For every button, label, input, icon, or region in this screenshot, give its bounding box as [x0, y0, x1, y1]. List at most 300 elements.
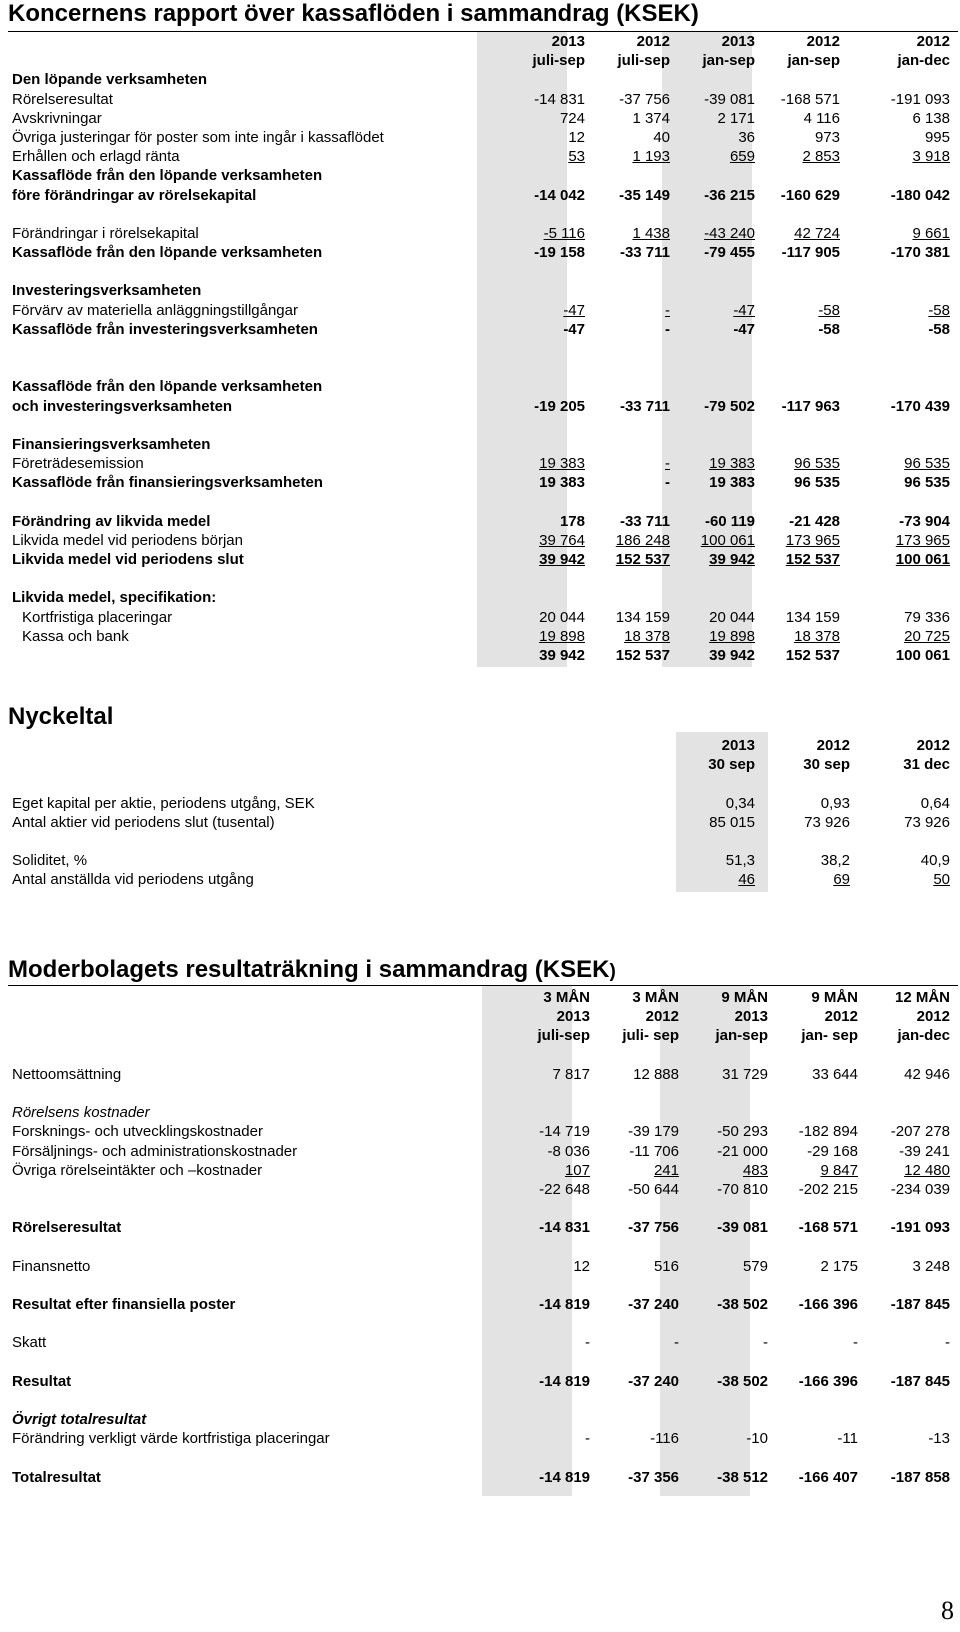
table-row — [0, 1084, 960, 1103]
cell-value: -191 093 — [890, 1219, 950, 1237]
cell-value: 1 374 — [632, 109, 670, 127]
table-row — [0, 109, 960, 128]
table-row — [0, 1218, 960, 1237]
table-header-row — [0, 988, 960, 1007]
cell-value: 6 138 — [912, 109, 950, 127]
keyfigures-title: Nyckeltal — [8, 703, 114, 730]
cell-value: 40 — [653, 128, 670, 146]
cell-value: -38 502 — [717, 1372, 768, 1390]
table-row — [0, 1410, 960, 1429]
cell-value: 69 — [833, 871, 850, 889]
row-label: Finansieringsverksamheten — [12, 435, 211, 453]
cell-value: 73 926 — [904, 813, 950, 831]
cell-value: 0,64 — [920, 794, 950, 812]
cell-value: -5 116 — [543, 224, 585, 242]
table-row — [0, 646, 960, 665]
cell-value: 0,34 — [725, 794, 755, 812]
table-row — [0, 550, 960, 569]
cell-value: -39 081 — [717, 1219, 768, 1237]
cell-value: -166 396 — [798, 1296, 858, 1313]
cell-value: -8 036 — [547, 1142, 590, 1160]
table-row — [0, 358, 960, 377]
cell-value: -170 381 — [890, 244, 950, 262]
cell-value: 19 383 — [539, 474, 585, 492]
cell-value: 31 729 — [722, 1065, 768, 1083]
row-label: Kassaflöde från den löpande verksamheten — [12, 378, 323, 396]
table-row — [0, 454, 960, 473]
cell-value: 483 — [742, 1161, 768, 1179]
cell-value: -191 093 — [890, 90, 950, 108]
cell-value: 241 — [653, 1161, 679, 1179]
cell-value: 39 764 — [539, 531, 585, 549]
cell-value: -21 428 — [789, 512, 840, 530]
column-header: 9 MÅN — [721, 989, 768, 1006]
table-row — [0, 416, 960, 435]
cell-value: 96 535 — [904, 455, 950, 473]
column-header: jan-dec — [897, 52, 950, 70]
column-header: 12 MÅN — [894, 989, 950, 1006]
cell-value: 186 248 — [615, 531, 670, 549]
column-header: jan-sep — [702, 52, 755, 70]
table-row — [0, 435, 960, 454]
cell-value: 73 926 — [804, 813, 850, 831]
table-row — [0, 1391, 960, 1410]
cell-value: - — [585, 1430, 590, 1448]
cell-value: -47 — [733, 320, 755, 338]
cell-value: -37 356 — [628, 1468, 679, 1486]
table-row — [0, 794, 960, 813]
table-row — [0, 851, 960, 870]
cell-value: - — [665, 301, 670, 319]
cell-value: 18 378 — [794, 627, 840, 645]
row-label: Förändringar i rörelsekapital — [12, 224, 199, 242]
cell-value: -14 831 — [534, 90, 585, 108]
cell-value: -58 — [818, 301, 840, 319]
cell-value: 12 888 — [633, 1065, 679, 1083]
column-header: jan- sep — [801, 1027, 858, 1045]
cell-value: 724 — [559, 109, 585, 127]
cell-value: 4 116 — [803, 109, 840, 127]
row-label: Kassaflöde från den löpande verksamheten — [12, 244, 323, 262]
cell-value: -170 439 — [890, 397, 950, 415]
column-header: 2012 — [806, 33, 840, 50]
table-row — [0, 147, 960, 166]
cell-value: -117 905 — [781, 244, 840, 262]
cell-value: 38,2 — [820, 852, 850, 870]
cell-value: -79 455 — [704, 244, 755, 262]
column-header: 2012 — [636, 33, 670, 50]
cell-value: 579 — [742, 1257, 768, 1275]
row-label: Skatt — [12, 1334, 47, 1352]
table-row — [0, 588, 960, 607]
table-row — [0, 301, 960, 320]
column-header: juli-sep — [532, 52, 585, 70]
table-row — [0, 128, 960, 147]
cell-value: 96 535 — [904, 474, 950, 492]
cell-value: 79 336 — [904, 608, 950, 626]
table-row — [0, 377, 960, 396]
cell-value: 100 061 — [700, 531, 755, 549]
cell-value: 1 193 — [632, 148, 670, 166]
cell-value: 50 — [933, 871, 950, 889]
cell-value: -33 711 — [619, 512, 670, 530]
cell-value: -38 502 — [717, 1296, 768, 1313]
table-row — [0, 70, 960, 89]
cell-value: -160 629 — [780, 186, 840, 204]
table-row — [0, 320, 960, 339]
row-label: Övriga justeringar för poster som inte ingår i kassaflödet — [12, 128, 384, 146]
cell-value: -166 396 — [798, 1372, 858, 1390]
cell-value: -47 — [563, 301, 585, 319]
row-label: Rörelseresultat — [12, 90, 113, 108]
cell-value: 39 942 — [539, 647, 585, 664]
cell-value: 178 — [559, 512, 585, 530]
table-row — [0, 166, 960, 185]
cell-value: -33 711 — [619, 397, 670, 415]
column-header: 2012 — [645, 1008, 679, 1026]
cell-value: 12 — [573, 1257, 590, 1275]
cell-value: 20 044 — [539, 608, 585, 626]
table-row — [0, 870, 960, 889]
table-row — [0, 397, 960, 416]
row-label: Rörelsens kostnader — [12, 1104, 150, 1122]
cell-value: 42 724 — [794, 224, 840, 242]
cell-value: -37 756 — [628, 1219, 679, 1237]
table-row — [0, 1295, 960, 1314]
cell-value: -39 241 — [899, 1142, 950, 1160]
cell-value: 100 061 — [895, 551, 950, 569]
cell-value: -14 719 — [539, 1123, 590, 1141]
cell-value: 85 015 — [709, 813, 755, 831]
column-header: 2013 — [551, 33, 585, 50]
table-row — [0, 243, 960, 262]
table-row — [0, 224, 960, 243]
column-header: jan-sep — [787, 52, 840, 70]
table-row — [0, 627, 960, 646]
cell-value: -14 831 — [539, 1219, 590, 1237]
table-row — [0, 512, 960, 531]
row-label: Resultat efter finansiella poster — [12, 1296, 236, 1313]
row-label: Resultat — [12, 1372, 72, 1390]
table-row — [0, 1276, 960, 1295]
cell-value: -207 278 — [890, 1123, 950, 1141]
cell-value: 659 — [729, 148, 755, 166]
cell-value: -70 810 — [717, 1180, 768, 1198]
cell-value: 40,9 — [920, 852, 950, 870]
table-header-row — [0, 736, 960, 755]
cell-value: -21 000 — [717, 1142, 768, 1160]
cell-value: -35 149 — [619, 186, 670, 204]
column-header: juli-sep — [617, 52, 670, 70]
table-row — [0, 813, 960, 832]
cell-value: -116 — [650, 1430, 679, 1448]
row-label: Soliditet, % — [12, 852, 88, 870]
parent-title-paren: ) — [609, 961, 616, 982]
table-row — [0, 1449, 960, 1468]
column-header: juli-sep — [537, 1027, 590, 1045]
column-header: 30 sep — [803, 756, 850, 774]
parent-table — [0, 988, 960, 1487]
parent-title — [8, 955, 616, 987]
table-row — [0, 1199, 960, 1218]
column-header: juli- sep — [622, 1027, 679, 1045]
cell-value: 42 946 — [904, 1065, 950, 1083]
cell-value: -73 904 — [899, 512, 950, 530]
row-label: Kortfristiga placeringar — [22, 608, 173, 626]
row-label: Nettoomsättning — [12, 1065, 122, 1083]
table-row — [0, 493, 960, 512]
cell-value: -14 042 — [534, 186, 585, 204]
cell-value: -58 — [928, 320, 950, 338]
column-header: 3 MÅN — [632, 989, 679, 1006]
cell-value: - — [945, 1334, 950, 1352]
row-label: Rörelseresultat — [12, 1219, 122, 1237]
cell-value: 1 438 — [632, 224, 670, 242]
cell-value: -38 512 — [717, 1468, 768, 1486]
table-row — [0, 1065, 960, 1084]
cell-value: -180 042 — [890, 186, 950, 204]
cell-value: 995 — [924, 128, 950, 146]
cell-value: 2 175 — [820, 1257, 858, 1275]
cell-value: 516 — [653, 1257, 679, 1275]
column-header: 2012 — [916, 737, 950, 754]
table-header-row — [0, 1026, 960, 1045]
cell-value: -10 — [746, 1430, 768, 1448]
table-row — [0, 262, 960, 281]
table-row — [0, 1237, 960, 1256]
table-row — [0, 1372, 960, 1391]
row-label: Likvida medel, specifikation: — [12, 589, 217, 607]
cell-value: 18 378 — [624, 627, 670, 645]
cell-value: 19 898 — [539, 627, 585, 645]
cell-value: -29 168 — [807, 1142, 858, 1160]
cell-value: 0,93 — [820, 794, 850, 812]
column-header: 9 MÅN — [811, 989, 858, 1006]
table-row — [0, 1180, 960, 1199]
cashflow-table — [0, 32, 960, 665]
cell-value: 39 942 — [539, 551, 585, 569]
parent-title-main: Moderbolagets resultaträkning i sammandrag (KSEK — [8, 956, 610, 983]
cell-value: 173 965 — [785, 531, 840, 549]
cell-value: 152 537 — [615, 647, 670, 664]
cell-value: -60 119 — [704, 512, 755, 530]
cell-value: 107 — [564, 1161, 590, 1179]
cell-value: 100 061 — [895, 647, 950, 664]
cell-value: -47 — [733, 301, 755, 319]
row-label: Kassaflöde från investeringsverksamheten — [12, 320, 318, 338]
cell-value: -14 819 — [539, 1372, 590, 1390]
table-header-row — [0, 755, 960, 774]
column-header: 2013 — [556, 1008, 590, 1026]
column-header: 2013 — [721, 33, 755, 50]
cell-value: -168 571 — [798, 1219, 858, 1237]
cell-value: 19 383 — [709, 474, 755, 492]
page-number: 8 — [941, 1596, 954, 1625]
cell-value: -43 240 — [704, 224, 755, 242]
cell-value: -79 502 — [704, 397, 755, 415]
row-label: och investeringsverksamheten — [12, 397, 233, 415]
row-label: Förändring verkligt värde kortfristiga placeringar — [12, 1430, 330, 1448]
table-row — [0, 608, 960, 627]
table-row — [0, 1333, 960, 1352]
cell-value: 3 248 — [912, 1257, 950, 1275]
cell-value: - — [853, 1334, 858, 1352]
cell-value: 19 898 — [709, 627, 755, 645]
table-row — [0, 1103, 960, 1122]
row-label: Övriga rörelseintäkter och –kostnader — [12, 1161, 263, 1179]
table-row — [0, 1142, 960, 1161]
row-label: Antal anställda vid periodens utgång — [12, 871, 254, 889]
cell-value: 12 — [568, 128, 585, 146]
cell-value: -187 858 — [890, 1468, 950, 1486]
cell-value: - — [665, 455, 670, 473]
table-row — [0, 205, 960, 224]
cell-value: 2 853 — [802, 148, 840, 166]
cell-value: 20 044 — [709, 608, 755, 626]
cell-value: -50 644 — [628, 1180, 679, 1198]
keyfigures-table — [0, 736, 960, 890]
cell-value: -202 215 — [798, 1180, 858, 1198]
cell-value: 39 942 — [709, 647, 755, 664]
cell-value: -234 039 — [890, 1180, 950, 1198]
table-header-row — [0, 32, 960, 51]
table-row — [0, 281, 960, 300]
cell-value: -187 845 — [890, 1296, 950, 1313]
row-label: Eget kapital per aktie, periodens utgång, SEK — [12, 794, 315, 812]
cell-value: -182 894 — [798, 1123, 858, 1141]
row-label: Antal aktier vid periodens slut (tusental) — [12, 813, 275, 831]
column-header: 2012 — [916, 1008, 950, 1026]
cell-value: 134 159 — [785, 608, 840, 626]
column-header: 3 MÅN — [543, 989, 590, 1006]
column-header: jan-sep — [715, 1027, 768, 1045]
cell-value: -19 158 — [534, 244, 585, 262]
cell-value: 173 965 — [895, 531, 950, 549]
table-row — [0, 1046, 960, 1065]
cell-value: -37 240 — [628, 1296, 679, 1313]
table-row — [0, 774, 960, 793]
cell-value: -11 — [837, 1430, 858, 1448]
cell-value: 12 480 — [904, 1161, 950, 1179]
cell-value: 33 644 — [812, 1065, 858, 1083]
table-row — [0, 1122, 960, 1141]
row-label: Kassaflöde från den löpande verksamheten — [12, 167, 323, 185]
table-header-row — [0, 1007, 960, 1026]
table-row — [0, 1314, 960, 1333]
row-label: Förvärv av materiella anläggningstillgångar — [12, 301, 298, 319]
cell-value: 19 383 — [709, 455, 755, 473]
cell-value: 152 537 — [785, 647, 840, 664]
cell-value: 19 383 — [539, 455, 585, 473]
column-header: 2012 — [824, 1008, 858, 1026]
cell-value: -39 081 — [704, 90, 755, 108]
row-label: Likvida medel vid periodens början — [12, 531, 243, 549]
cell-value: -168 571 — [780, 90, 840, 108]
cell-value: -36 215 — [704, 186, 755, 204]
table-header-row — [0, 51, 960, 70]
table-row — [0, 1257, 960, 1276]
table-row — [0, 531, 960, 550]
cell-value: 96 535 — [794, 474, 840, 492]
row-label: före förändringar av rörelsekapital — [12, 186, 257, 204]
table-row — [0, 473, 960, 492]
cell-value: -39 179 — [628, 1123, 679, 1141]
column-header: 30 sep — [708, 756, 755, 774]
cell-value: -19 205 — [534, 397, 585, 415]
row-label: Totalresultat — [12, 1468, 101, 1486]
cell-value: 134 159 — [615, 608, 670, 626]
row-label: Forsknings- och utvecklingskostnader — [12, 1123, 263, 1141]
cell-value: -11 706 — [629, 1142, 679, 1160]
column-header: jan-dec — [897, 1027, 950, 1045]
cell-value: 46 — [738, 871, 755, 889]
cell-value: -14 819 — [539, 1468, 590, 1486]
cell-value: -14 819 — [539, 1296, 590, 1313]
cell-value: 51,3 — [725, 852, 755, 870]
cell-value: -166 407 — [798, 1468, 858, 1486]
cell-value: - — [763, 1334, 768, 1352]
cell-value: -58 — [818, 320, 840, 338]
cashflow-title: Koncernens rapport över kassaflöden i sammandrag (KSEK) — [8, 0, 699, 27]
cell-value: -22 648 — [539, 1180, 590, 1198]
table-row — [0, 1353, 960, 1372]
row-label: Likvida medel vid periodens slut — [12, 551, 244, 569]
column-header: 2013 — [721, 737, 755, 754]
row-label: Övrigt totalresultat — [12, 1411, 147, 1429]
table-row — [0, 186, 960, 205]
cell-value: -33 711 — [619, 244, 670, 262]
row-label: Erhållen och erlagd ränta — [12, 148, 180, 166]
cell-value: 973 — [814, 128, 840, 146]
cell-value: 96 535 — [794, 455, 840, 473]
cell-value: -37 240 — [628, 1372, 679, 1390]
cell-value: -187 845 — [890, 1372, 950, 1390]
row-label: Avskrivningar — [12, 109, 102, 127]
column-header: 2012 — [916, 33, 950, 50]
column-header: 2012 — [816, 737, 850, 754]
table-row — [0, 1161, 960, 1180]
cell-value: 7 817 — [552, 1065, 590, 1083]
cell-value: - — [674, 1334, 679, 1352]
table-row — [0, 90, 960, 109]
cell-value: 9 847 — [820, 1161, 858, 1179]
cell-value: -58 — [928, 301, 950, 319]
cell-value: -47 — [563, 320, 585, 338]
cell-value: - — [585, 1334, 590, 1352]
cell-value: - — [665, 474, 670, 492]
column-header: 31 dec — [903, 756, 950, 774]
cell-value: -37 756 — [619, 90, 670, 108]
cell-value: 9 661 — [912, 224, 950, 242]
cell-value: -117 963 — [781, 397, 840, 415]
cell-value: 53 — [568, 148, 585, 166]
table-row — [0, 1429, 960, 1448]
table-row — [0, 569, 960, 588]
column-header: 2013 — [734, 1008, 768, 1026]
table-row — [0, 339, 960, 358]
row-label: Den löpande verksamheten — [12, 71, 208, 89]
row-label: Försäljnings- och administrationskostnader — [12, 1142, 298, 1160]
row-label: Investeringsverksamheten — [12, 282, 202, 300]
cell-value: -50 293 — [717, 1123, 768, 1141]
cell-value: 3 918 — [912, 148, 950, 166]
cell-value: 2 171 — [717, 109, 755, 127]
cell-value: 39 942 — [709, 551, 755, 569]
cell-value: - — [665, 320, 670, 338]
cell-value: 152 537 — [785, 551, 840, 569]
row-label: Kassaflöde från finansieringsverksamheten — [12, 474, 323, 492]
cell-value: 20 725 — [904, 627, 950, 645]
